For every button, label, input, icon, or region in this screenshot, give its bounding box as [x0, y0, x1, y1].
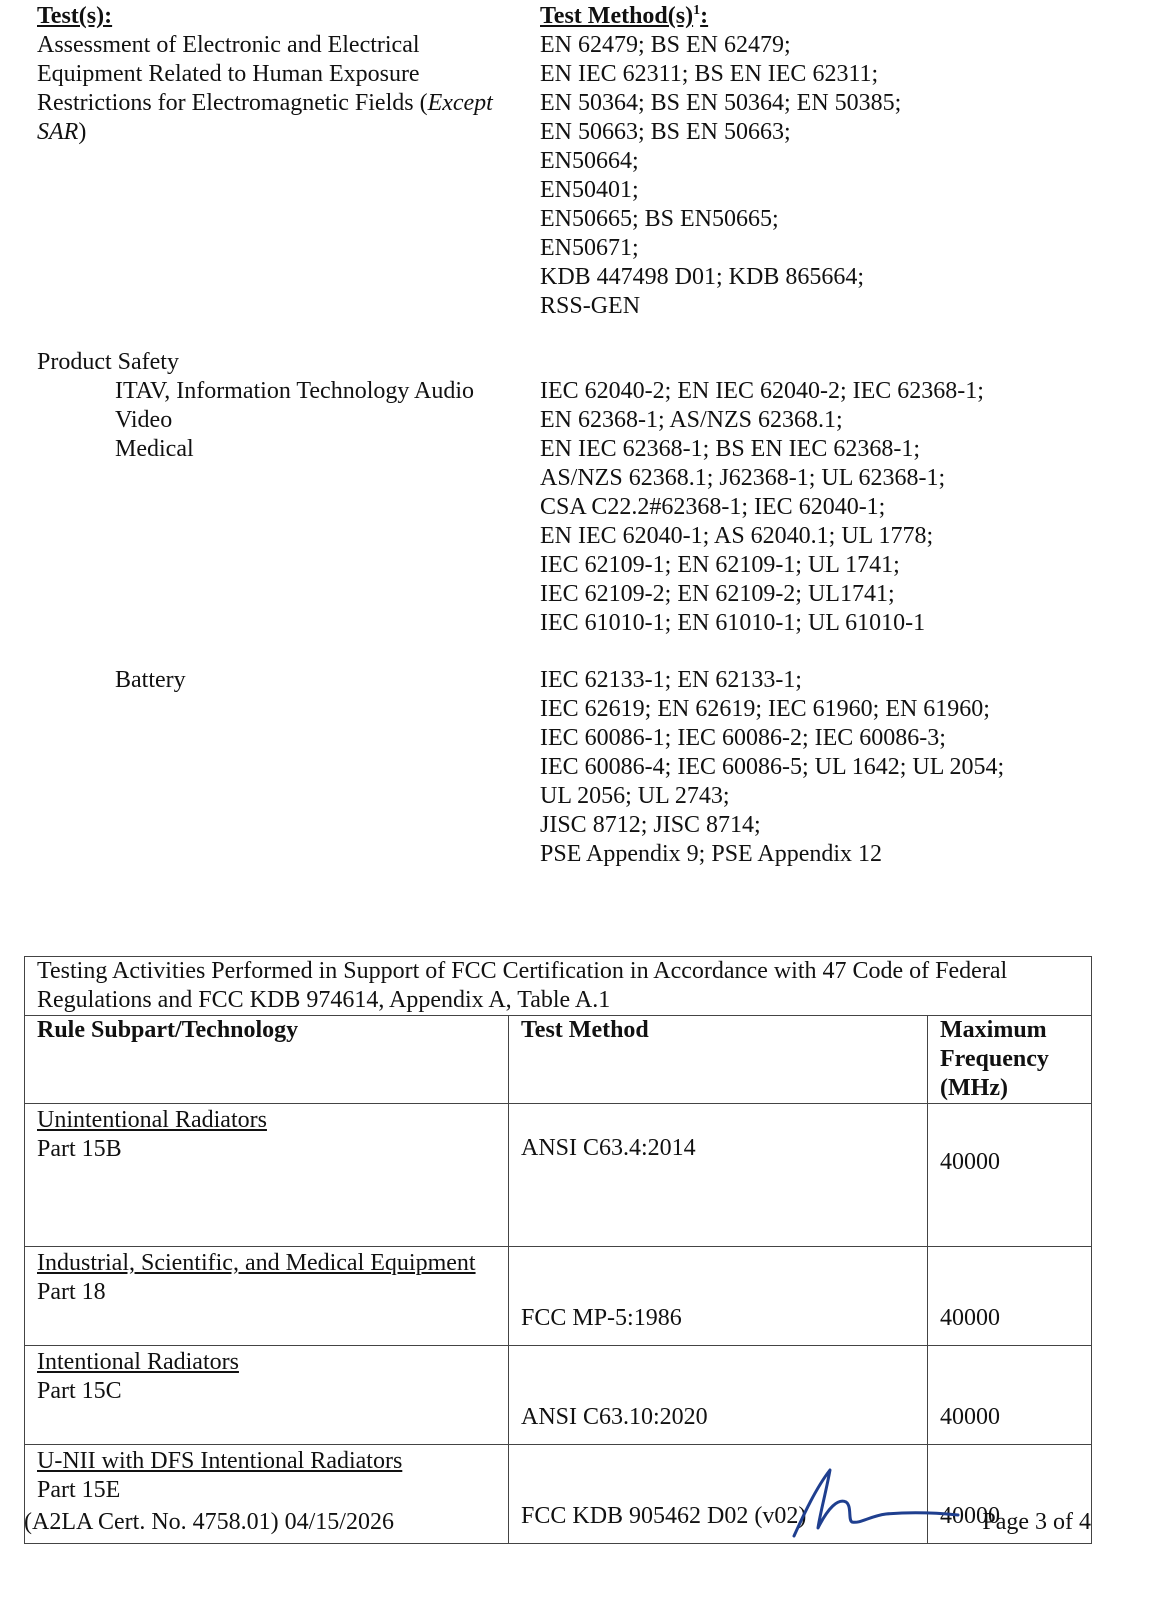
- method-line: IEC 62040-2; EN IEC 62040-2; IEC 62368-1;: [540, 378, 984, 404]
- method-line: JISC 8712; JISC 8714;: [540, 812, 761, 838]
- rule-part: Part 15E: [37, 1477, 121, 1503]
- signature-stroke: [794, 1470, 958, 1536]
- cert-footer: (A2LA Cert. No. 4758.01) 04/15/2026: [24, 1509, 394, 1535]
- test-methods-header: [540, 2, 708, 31]
- product-safety-title: Product Safety: [37, 349, 179, 375]
- method-line: IEC 62109-1; EN 62109-1; UL 1741;: [540, 552, 900, 578]
- test-line: [37, 89, 493, 118]
- freq-header-line: Frequency: [940, 1046, 1049, 1072]
- test-line: Equipment Related to Human Exposure: [37, 61, 420, 87]
- tests-header: Test(s):: [37, 3, 113, 29]
- test-line: Assessment of Electronic and Electrical: [37, 32, 420, 58]
- tech-cell: [25, 1247, 509, 1346]
- table-caption: [25, 957, 1092, 1016]
- method-line: UL 2056; UL 2743;: [540, 783, 730, 809]
- col-header-tech: Rule Subpart/Technology: [25, 1016, 509, 1104]
- col-header-method: Test Method: [509, 1016, 928, 1104]
- test-line-italic: Except: [427, 90, 493, 116]
- tech-cell: [25, 1104, 509, 1247]
- method-cell: FCC KDB 905462 D02 (v02): [509, 1445, 928, 1544]
- method-line: EN 50364; BS EN 50364; EN 50385;: [540, 90, 902, 116]
- emf-methods-list: [540, 31, 901, 321]
- table-row: [25, 1346, 1092, 1445]
- method-line: IEC 61010-1; EN 61010-1; UL 61010-1: [540, 610, 926, 636]
- caption-line: Testing Activities Performed in Support of FCC Certification in Accordance with 47 Code of Federal: [37, 958, 1008, 984]
- method-line: EN IEC 62368-1; BS EN IEC 62368-1;: [540, 436, 920, 462]
- page-number: Page 3 of 4: [982, 1509, 1091, 1535]
- frequency-cell: 40000: [928, 1346, 1092, 1445]
- tech-name: Industrial, Scientific, and Medical Equipment: [37, 1250, 476, 1276]
- test-line: [37, 118, 493, 147]
- freq-header-line: Maximum: [940, 1017, 1047, 1043]
- test-methods-header-colon: :: [700, 3, 709, 29]
- col-header-frequency: [928, 1016, 1092, 1104]
- tech-name: U-NII with DFS Intentional Radiators: [37, 1448, 403, 1474]
- method-line: PSE Appendix 9; PSE Appendix 12: [540, 841, 883, 867]
- footnote-marker: 1: [693, 3, 701, 18]
- test-line-part: Restrictions for Electromagnetic Fields (: [37, 90, 428, 116]
- subcategory-line: Medical: [115, 436, 194, 462]
- method-line: EN50664;: [540, 148, 639, 174]
- rule-part: Part 15B: [37, 1136, 122, 1162]
- method-line: EN IEC 62040-1; AS 62040.1; UL 1778;: [540, 523, 934, 549]
- table-caption-row: [25, 957, 1092, 1016]
- method-line: EN IEC 62311; BS EN IEC 62311;: [540, 61, 879, 87]
- method-line: EN50671;: [540, 235, 639, 261]
- tech-name: Intentional Radiators: [37, 1349, 239, 1375]
- tech-name: Unintentional Radiators: [37, 1107, 267, 1133]
- method-line: EN50665; BS EN50665;: [540, 206, 779, 232]
- table-row: [25, 1247, 1092, 1346]
- method-line: IEC 62109-2; EN 62109-2; UL1741;: [540, 581, 895, 607]
- method-line: IEC 62133-1; EN 62133-1;: [540, 667, 802, 693]
- test-line-part: ): [78, 119, 87, 145]
- test-methods-header-label: Test Method(s): [540, 3, 694, 29]
- battery-methods-list: [540, 666, 1004, 869]
- method-line: AS/NZS 62368.1; J62368-1; UL 62368-1;: [540, 465, 946, 491]
- subcategory-line: Video: [115, 407, 173, 433]
- frequency-cell: 40000: [928, 1104, 1092, 1247]
- product-safety-methods-list: [540, 377, 984, 638]
- table-row: [25, 1104, 1092, 1247]
- rule-part: Part 15C: [37, 1378, 122, 1404]
- freq-header-line: (MHz): [940, 1075, 1008, 1101]
- method-line: EN 50663; BS EN 50663;: [540, 119, 791, 145]
- method-line: EN 62479; BS EN 62479;: [540, 32, 791, 58]
- method-line: IEC 60086-4; IEC 60086-5; UL 1642; UL 2054;: [540, 754, 1005, 780]
- rule-part: Part 18: [37, 1279, 106, 1305]
- method-cell: ANSI C63.10:2020: [509, 1346, 928, 1445]
- method-cell: ANSI C63.4:2014: [509, 1104, 928, 1247]
- signature-image: [790, 1462, 962, 1542]
- emf-test-name: [37, 31, 493, 147]
- method-line: RSS-GEN: [540, 293, 641, 319]
- frequency-cell: 40000: [928, 1247, 1092, 1346]
- subcategory-line: ITAV, Information Technology Audio: [115, 378, 475, 404]
- tech-cell: [25, 1346, 509, 1445]
- battery-title: Battery: [115, 667, 186, 693]
- method-line: EN50401;: [540, 177, 639, 203]
- method-line: IEC 62619; EN 62619; IEC 61960; EN 61960;: [540, 696, 990, 722]
- table-header-row: [25, 1016, 1092, 1104]
- method-cell: FCC MP-5:1986: [509, 1247, 928, 1346]
- test-line-italic: SAR: [37, 119, 79, 145]
- method-line: IEC 60086-1; IEC 60086-2; IEC 60086-3;: [540, 725, 946, 751]
- frequency-cell: 40000: [928, 1445, 1092, 1544]
- method-line: CSA C22.2#62368-1; IEC 62040-1;: [540, 494, 886, 520]
- method-line: KDB 447498 D01; KDB 865664;: [540, 264, 865, 290]
- product-safety-subcategory: [115, 377, 474, 464]
- caption-line: Regulations and FCC KDB 974614, Appendix A, Table A.1: [37, 987, 611, 1013]
- fcc-certification-table: [24, 956, 1092, 1544]
- method-line: EN 62368-1; AS/NZS 62368.1;: [540, 407, 843, 433]
